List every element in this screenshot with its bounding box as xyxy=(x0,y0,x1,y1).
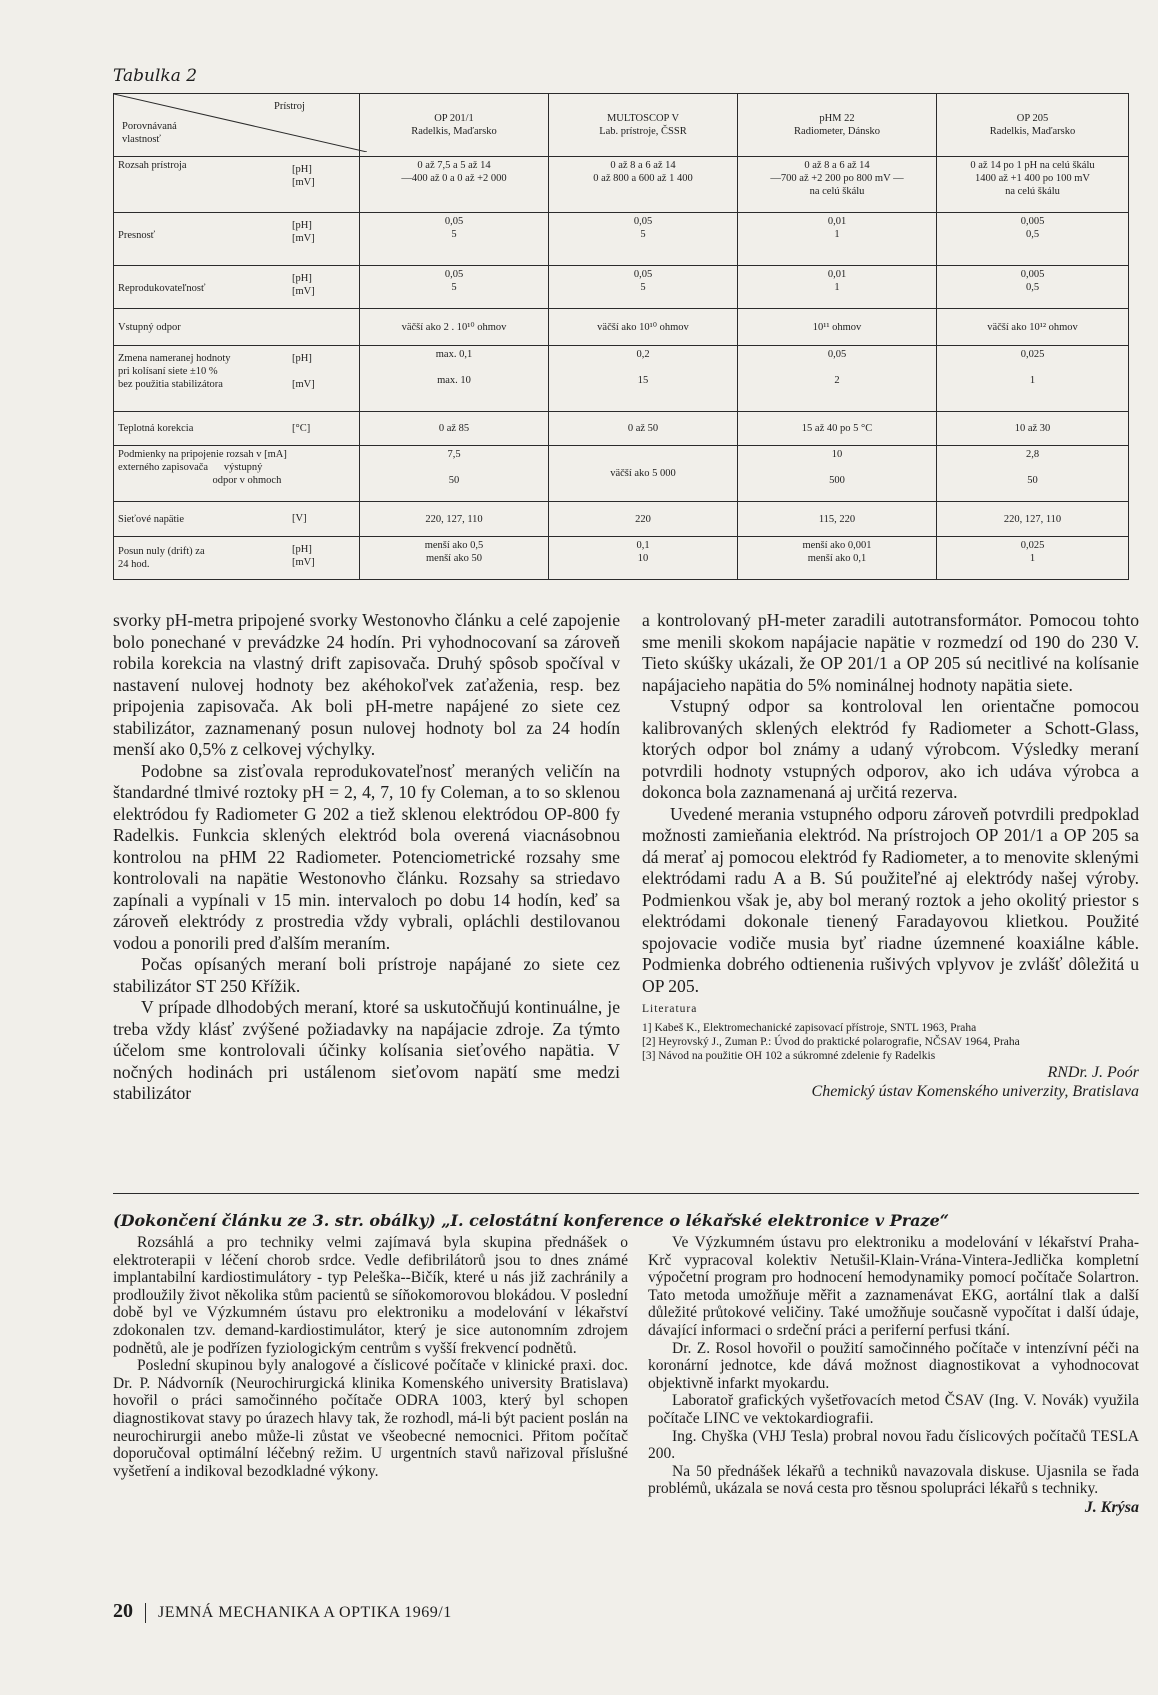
paragraph: Laboratoř grafických vyšetřovacích metod ČSAV (Ing. V. Novák) využila počítače LINC ve vektokardiografii. xyxy=(648,1392,1139,1427)
table-cell: max. 0,1 max. 10 xyxy=(360,346,549,412)
second-article-heading: (Dokončení článku ze 3. str. obálky) „I. celostátní konference o lékařské elektronice v Praze“ xyxy=(113,1211,949,1230)
table-cell: 0 až 14 po 1 pH na celú škálu 1400 až +1 400 po 100 mV na celú škálu xyxy=(937,157,1129,213)
table-cell: menší ako 0,001 menší ako 0,1 xyxy=(738,537,937,580)
row-label xyxy=(114,213,360,266)
table-row xyxy=(114,502,1129,537)
row-label xyxy=(114,346,360,412)
table-cell: väčší ako 2 . 10¹⁰ ohmov xyxy=(360,309,549,346)
table-row xyxy=(114,346,1129,412)
table-cell: 115, 220 xyxy=(738,502,937,537)
table-cell: 0 až 8 a 6 až 14 0 až 800 a 600 až 1 400 xyxy=(549,157,738,213)
row-label-text: Vstupný odpor xyxy=(118,321,181,333)
row-label xyxy=(114,309,360,346)
table-row xyxy=(114,157,1129,213)
table-row xyxy=(114,266,1129,309)
table-cell: 2,8 50 xyxy=(937,446,1129,502)
row-unit: [pH] [mV] xyxy=(292,164,315,188)
paragraph: Ing. Chyška (VHJ Tesla) probral novou řadu číslicových počítačů TESLA 200. xyxy=(648,1427,1139,1463)
table-row xyxy=(114,309,1129,346)
corner-cell xyxy=(114,94,360,157)
table-caption: Tabulka 2 xyxy=(113,66,198,86)
corner-bottom-label: Porovnávaná vlastnosť xyxy=(122,121,177,145)
article-left-column xyxy=(113,610,620,1105)
instrument-header: pHM 22 Radiometer, Dánsko xyxy=(738,94,937,157)
paragraph: Dr. Z. Rosol hovořil o použití samočinného počítače v intenzívní péči na koronární jednotce, kde dává možnost diagnostikovat a vyhodnocovat objektivně infarkt myokardu. xyxy=(648,1339,1139,1392)
row-label-text: Rozsah prístroja xyxy=(118,160,187,171)
row-label xyxy=(114,502,360,537)
literature-item: [3] Návod na použitie OH 102 a súkromné zdelenie fy Radelkis xyxy=(642,1049,936,1062)
table-cell: 0,005 0,5 xyxy=(937,266,1129,309)
page-footer xyxy=(113,1600,452,1623)
paragraph: Uvedené merania vstupného odporu zároveň potvrdili predpoklad možnosti zamieňania elektród. Na prístrojoch OP 201/1 a OP 205 sa dá merať aj pomocou elektród fy Radiometer, a to menovite sklenými elektródami radu A a B. Sú použiteľné aj elektródy našej výroby. Podmienkou však je, aby bol meraný roztok a jeho okolitý priestor s elektródami dokonale tienený Faradayovou klietkou. Použité spojovacie vodiče musia byť riadne územnené koaxiálne káble. Podmienka dobrého odtienenia rušivých vplyvov je zvlášť dôležitá u OP 205. xyxy=(642,803,1139,996)
paragraph: Poslední skupinou byly analogové a číslicové počítače v klinické praxi. doc. Dr. P. Nádvorník (Neurochirurgická klinika Komenského university Bratislava) hovořil o práci samočinného počítače ODRA 1003, který byl schopen diagnostikovat stavy po úrazech hlavy tak, že rozhodl, má-li být pacient poslán na neurochirurgii anebo může-li zůstat ve všeobecné nemocnici. Přitom počítač doporučoval optimální léčebný režim. U urgentních stavů nařizoval příslušné vyšetření a indikoval bezodkladné výkony. xyxy=(113,1357,628,1480)
table-cell: 0,025 1 xyxy=(937,537,1129,580)
table-cell: 220, 127, 110 xyxy=(360,502,549,537)
table-cell: 0 až 85 xyxy=(360,412,549,446)
row-label xyxy=(114,266,360,309)
table-cell: 220 xyxy=(549,502,738,537)
table-cell: 0,2 15 xyxy=(549,346,738,412)
table-cell: 0,01 1 xyxy=(738,213,937,266)
paragraph: Rozsáhlá a pro techniky velmi zajímavá byla skupina přednášek o elektroterapii v léčení chorob srdce. Vedle defibrilátorů jsou to dnes známé implantabilní kardiostimulátory - typ Peleška--Bičík, které u nás již zachránily a prodloužily život několika stům pacientů se síňokomorovou blokádou. V poslední době byl ve Výzkumném ústavu pro elektroniku a modelování v lékařství zdokonalen tzv. demand-kardiostimulátor, který je sice autonomním zdrojem podnětů, ale je podřízen fyziologickým centrům s vyšší frekvencí podnětů. xyxy=(113,1234,628,1357)
literature-item: [2] Heyrovský J., Zuman P.: Úvod do praktické polarografie, NČSAV 1964, Praha xyxy=(642,1035,1020,1048)
table-cell: 0,05 5 xyxy=(360,266,549,309)
table-cell: 0,005 0,5 xyxy=(937,213,1129,266)
table-cell: 10¹¹ ohmov xyxy=(738,309,937,346)
instrument-header: OP 205 Radelkis, Maďarsko xyxy=(937,94,1129,157)
corner-top-label: Prístroj xyxy=(274,101,305,112)
literature-heading: Literatura xyxy=(642,1003,698,1015)
table-cell: 0,01 1 xyxy=(738,266,937,309)
table-cell: 15 až 40 po 5 °C xyxy=(738,412,937,446)
table-row xyxy=(114,412,1129,446)
row-unit: [°C] xyxy=(292,423,311,434)
table-header-row xyxy=(114,94,1129,157)
footer-separator xyxy=(145,1603,146,1623)
second-article-right-column xyxy=(648,1234,1139,1517)
row-label-text: Posun nuly (drift) za 24 hod. xyxy=(118,546,205,570)
author-signature: RNDr. J. Poór Chemický ústav Komenského univerzity, Bratislava xyxy=(811,1063,1139,1100)
row-label xyxy=(114,157,360,213)
table-cell: 0,05 5 xyxy=(549,266,738,309)
table-cell: väčší ako 10¹² ohmov xyxy=(937,309,1129,346)
row-label xyxy=(114,412,360,446)
table-cell: 0,05 5 xyxy=(360,213,549,266)
row-label: Podmienky na pripojenie rozsah v [mA] externého zapisovača výstupný odpor v ohmoch xyxy=(114,446,360,502)
table-cell: 0,05 2 xyxy=(738,346,937,412)
row-label-text: Zmena nameranej hodnoty pri kolísaní siete ±10 % bez použitia stabilizátora xyxy=(118,353,231,390)
table-cell: 0,1 10 xyxy=(549,537,738,580)
table-cell: 220, 127, 110 xyxy=(937,502,1129,537)
table-cell: 0 až 7,5 a 5 až 14 —400 až 0 a 0 až +2 000 xyxy=(360,157,549,213)
journal-name: JEMNÁ MECHANIKA A OPTIKA 1969/1 xyxy=(158,1604,452,1621)
paragraph: a kontrolovaný pH-meter zaradili autotransformátor. Pomocou tohto sme menili skokom napájacie napätie v rozmedzí od 190 do 230 V. Tieto skúšky ukázali, že OP 201/1 a OP 205 sú necitlivé na kolísanie napájacieho napätia do 5% nominálnej hodnoty napätia siete. xyxy=(642,610,1139,695)
instrument-header: OP 201/1 Radelkis, Maďarsko xyxy=(360,94,549,157)
article-right-column xyxy=(642,610,1139,1101)
paragraph: Vstupný odpor sa kontroloval len orientačne pomocou kalibrovaných sklených elektród fy Radiometer a Schott-Glass, ktorých odpor bol známy a udaný výrobcom. Výsledky meraní potvrdili hodnoty vstupných odporov, ako ich udáva výrobca a dokonca bola zaznamenaná aj určitá rezerva. xyxy=(642,696,1139,802)
table-cell: 0 až 8 a 6 až 14 —700 až +2 200 po 800 mV — na celú škálu xyxy=(738,157,937,213)
table-cell: menší ako 0,5 menší ako 50 xyxy=(360,537,549,580)
table-cell: 10 až 30 xyxy=(937,412,1129,446)
second-signature: J. Krýsa xyxy=(1084,1498,1139,1516)
row-label-text: Presnosť xyxy=(118,230,156,241)
paragraph: Počas opísaných meraní boli prístroje napájané zo siete cez stabilizátor ST 250 Křížik. xyxy=(113,954,620,996)
row-label-text: Teplotná korekcia xyxy=(118,423,194,434)
table-cell: 7,5 50 xyxy=(360,446,549,502)
row-label xyxy=(114,537,360,580)
paragraph: Na 50 přednášek lékařů a techniků navazovala diskuse. Ujasnila se řada problémů, ukázala se nová cesta pro těsnou spolupráci lékařů s techniky. xyxy=(648,1462,1139,1498)
table-row xyxy=(114,446,1129,502)
paragraph: V prípade dlhodobých meraní, ktoré sa uskutočňujú kontinuálne, je treba vždy klásť zvýšené požiadavky na napájacie zdroje. Za týmto účelom sme kontrolovali účinky kolísania sieťového napätia. V nočných hodinách pri ustálenom sieťovom napätí sme medzi stabilizátor xyxy=(113,997,620,1103)
table-cell: 0 až 50 xyxy=(549,412,738,446)
instrument-header: MULTOSCOP V Lab. prístroje, ČSSR xyxy=(549,94,738,157)
paragraph: Ve Výzkumném ústavu pro elektroniku a modelování v lékařství Praha-Krč vypracoval kolektiv Netušil-Klain-Vrána-Vintera-Jedlička kompletní výpočetní program pro hodnocení hemodynamiky pomocí počítače Solartron. Tato metoda umožňuje měřit a zaznamenávat EKG, aortální tlak a další důležité průtokové veličiny. Také umožňuje současně vypočítat i další údaje, dávající informaci o srdeční práci a periferní perfusi tkání. xyxy=(648,1234,1139,1339)
table-row xyxy=(114,213,1129,266)
literature-item: 1] Kabeš K., Elektromechanické zapisovací přístroje, SNTL 1963, Praha xyxy=(642,1021,977,1034)
row-unit: [pH] [mV] xyxy=(292,273,315,297)
row-unit: [pH] [mV] xyxy=(292,220,315,244)
paragraph: Podobne sa zisťovala reprodukovateľnosť meraných veličín na štandardné tlmivé roztoky pH = 2, 4, 7, 10 fy Coleman, a to so sklenou elektródou fy Radiometer G 202 a tiež sklenou elektródou OP-800 fy Radelkis. Funkcia sklených elektród bola overená viacnásobnou kontrolou na pHM 22 Radiometer. Potenciometrické rozsahy sme kontrolovali na napätie Westonovho článku. Rozsahy sa striedavo zapínali a vypínali v 15 min. intervaloch po dobu 14 hodín, keď sa zároveň elektródy z prostredia vždy vybrali, opláchli destilovanou vodou a ponorili pred ďalším meraním. xyxy=(113,760,620,953)
table-cell: 0,025 1 xyxy=(937,346,1129,412)
table-cell: 0,05 5 xyxy=(549,213,738,266)
row-label-text: Reprodukovateľnosť xyxy=(118,283,206,294)
table-row xyxy=(114,537,1129,580)
table-cell: 10 500 xyxy=(738,446,937,502)
paragraph: svorky pH-metra pripojené svorky Westonovho článku a celé zapojenie bolo ponechané v prevádzke 24 hodín. Pri vyhodnocovaní sa zároveň robila korekcia na vlastný drift zapisovača. Druhý spôsob spočíval v nastavení nulovej hodnoty bez akéhokoľvek zaťaženia, resp. bez pripojenia zapisovača. Ak boli pH-metre napájené zo siete cez stabilizátor, zaznamenaný posun nulovej hodnoty bol za 24 hodín menší ako 0,5% z celkovej výchylky. xyxy=(113,610,620,759)
page-number: 20 xyxy=(113,1600,133,1622)
row-unit: [pH] [mV] xyxy=(292,544,315,568)
row-label-text: Sieťové napätie xyxy=(118,513,185,525)
second-article-left-column xyxy=(113,1234,628,1480)
comparison-table xyxy=(113,93,1129,580)
section-divider xyxy=(113,1193,1139,1194)
table-cell: väčší ako 10¹⁰ ohmov xyxy=(549,309,738,346)
row-unit: [V] xyxy=(292,513,307,524)
table-cell: väčší ako 5 000 xyxy=(549,446,738,502)
row-unit: [pH] [mV] xyxy=(292,353,315,390)
